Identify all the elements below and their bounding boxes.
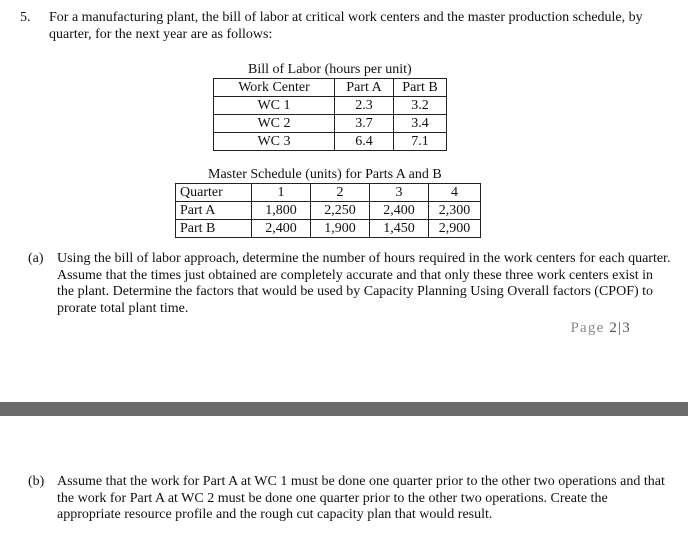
table-header-cell: Part B (394, 79, 447, 97)
table-header-cell: Work Center (214, 79, 335, 97)
table-cell: WC 2 (214, 115, 335, 133)
part-a-label: (a) (28, 251, 44, 266)
table-header-cell: Quarter (176, 184, 252, 202)
table-row (214, 133, 447, 151)
table-cell: 1,900 (311, 220, 370, 238)
page-3 (0, 416, 688, 535)
part-a-text: Using the bill of labor approach, determine the number of hours required in the work centers for each quarter. Assume that the times just obtained are completely accurate and that only these three work centers exist in the plant. Determine the factors that would be used by Capacity Planning Using Overall factors (CPOF) to prorate total plant time. (57, 251, 671, 316)
table-header-cell: 4 (429, 184, 481, 202)
table-cell: 1,800 (252, 202, 311, 220)
table-cell: 2.3 (335, 97, 394, 115)
table-header-row (214, 79, 447, 97)
table-cell: 3.7 (335, 115, 394, 133)
table-cell: 3.2 (394, 97, 447, 115)
table-cell: Part A (176, 202, 252, 220)
table-header-cell: 2 (311, 184, 370, 202)
part-b-label: (b) (28, 474, 45, 489)
bill-of-labor-table (213, 78, 447, 151)
page-separator (0, 402, 688, 416)
master-schedule-table (175, 183, 481, 238)
table-cell: WC 3 (214, 133, 335, 151)
table-row (176, 220, 481, 238)
table-row (214, 115, 447, 133)
table-cell: 7.1 (394, 133, 447, 151)
question-intro: For a manufacturing plant, the bill of labor at critical work centers and the master production schedule, by quarter, for the next year are as follows: (49, 10, 643, 42)
table-header-cell: 3 (370, 184, 429, 202)
table-cell: 3.4 (394, 115, 447, 133)
table-cell: 6.4 (335, 133, 394, 151)
table-header-cell: 1 (252, 184, 311, 202)
table-cell: WC 1 (214, 97, 335, 115)
table-row (214, 97, 447, 115)
table-header-row (176, 184, 481, 202)
page-number (570, 320, 631, 337)
master-schedule-title: Master Schedule (units) for Parts A and B (208, 167, 442, 182)
table-cell: Part B (176, 220, 252, 238)
table-cell: 2,250 (311, 202, 370, 220)
table-cell: 2,400 (370, 202, 429, 220)
question-number: 5. (20, 10, 31, 25)
table-cell: 2,300 (429, 202, 481, 220)
part-b-text: Assume that the work for Part A at WC 1 must be done one quarter prior to the other two operations and that the work for Part A at WC 2 must be done one quarter prior to the other two operations. Create the appropriate resource profile and the rough cut capacity plan that would result. (57, 474, 665, 522)
table-cell: 2,900 (429, 220, 481, 238)
table-cell: 1,450 (370, 220, 429, 238)
table-header-cell: Part A (335, 79, 394, 97)
table-cell: 2,400 (252, 220, 311, 238)
page-word: Page (570, 320, 605, 336)
table-row (176, 202, 481, 220)
bill-of-labor-title: Bill of Labor (hours per unit) (248, 62, 412, 77)
page-value: 2|3 (609, 320, 631, 336)
